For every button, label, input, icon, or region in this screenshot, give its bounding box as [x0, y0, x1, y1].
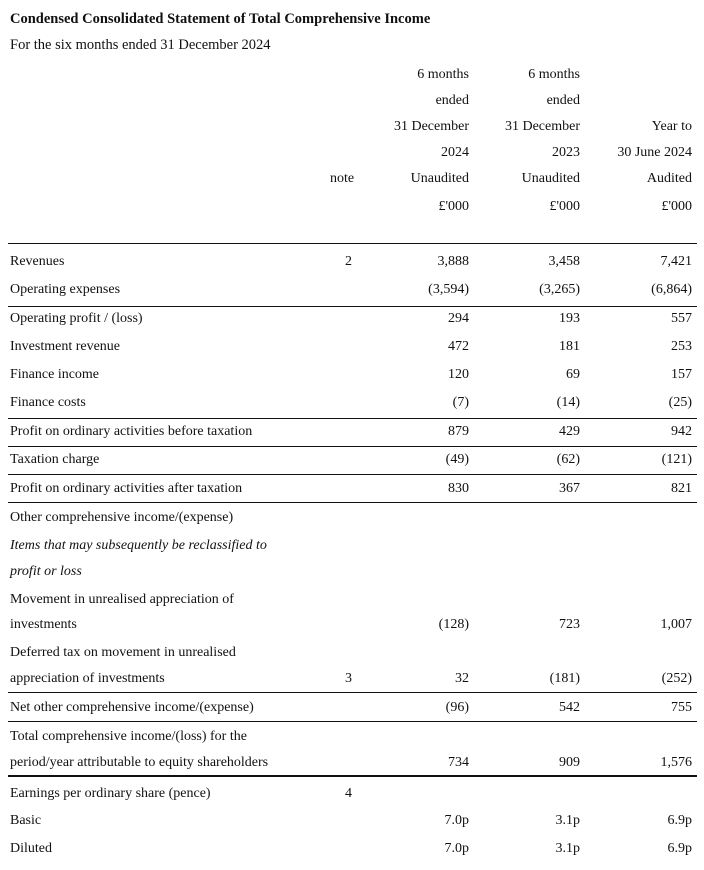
col3-header-line: Audited	[646, 171, 692, 186]
row-label: Movement in unrealised appreciation of	[10, 592, 234, 607]
row-value-year: (25)	[668, 395, 692, 410]
row-label: profit or loss	[10, 564, 82, 579]
row-value-2023: 193	[559, 311, 580, 326]
rule-line	[8, 721, 697, 722]
row-value-2023: 69	[566, 367, 580, 382]
row-label: Operating profit / (loss)	[10, 311, 143, 326]
rule-line	[8, 418, 697, 419]
col2-header-line: £'000	[549, 199, 580, 214]
row-label: period/year attributable to equity shareholders	[10, 755, 269, 770]
row-value-2024: 734	[448, 755, 469, 770]
col1-header-line: ended	[435, 93, 469, 108]
row-value-year: 157	[671, 367, 692, 382]
row-label: Net other comprehensive income/(expense)	[10, 700, 254, 715]
statement-subtitle: For the six months ended 31 December 2024	[10, 37, 271, 53]
col3-header-line: Year to	[651, 119, 692, 134]
row-label: Revenues	[10, 254, 65, 269]
rule-line	[8, 446, 697, 447]
row-note: 3	[345, 671, 352, 686]
row-value-year: (121)	[661, 452, 692, 467]
row-value-2024: 472	[448, 339, 469, 354]
row-label: Taxation charge	[10, 452, 100, 467]
col1-header-line: £'000	[438, 199, 469, 214]
row-note: 4	[345, 786, 352, 801]
col1-header-line: 2024	[441, 145, 469, 160]
col2-header-line: 2023	[552, 145, 580, 160]
row-value-2024: (96)	[445, 700, 469, 715]
row-label: investments	[10, 617, 77, 632]
note-header: note	[330, 171, 355, 186]
row-label: Profit on ordinary activities after taxation	[10, 481, 243, 496]
col2-header-line: ended	[546, 93, 580, 108]
col2-header-line: 6 months	[528, 67, 580, 82]
row-value-2024: 3,888	[437, 254, 469, 269]
row-value-2023: 429	[559, 424, 580, 439]
row-value-2023: 3.1p	[555, 841, 580, 856]
row-value-2024: (49)	[445, 452, 469, 467]
row-value-2024: 32	[455, 671, 469, 686]
row-value-2024: (3,594)	[428, 282, 469, 297]
row-value-year: 6.9p	[667, 841, 692, 856]
row-value-2023: (3,265)	[539, 282, 580, 297]
row-label: Diluted	[10, 841, 52, 856]
row-value-2024: (128)	[438, 617, 469, 632]
col3-header-line: 30 June 2024	[617, 145, 692, 160]
row-label: Profit on ordinary activities before taxation	[10, 424, 253, 439]
rule-line	[8, 243, 697, 244]
row-label: Operating expenses	[10, 282, 121, 297]
col1-header-line: Unaudited	[410, 171, 469, 186]
row-value-2024: 879	[448, 424, 469, 439]
row-value-2023: 909	[559, 755, 580, 770]
row-value-2023: (181)	[549, 671, 580, 686]
row-label: Earnings per ordinary share (pence)	[10, 786, 211, 801]
row-value-year: 253	[671, 339, 692, 354]
col2-header-line: 31 December	[504, 119, 580, 134]
row-value-year: (252)	[661, 671, 692, 686]
row-value-2023: 723	[559, 617, 580, 632]
row-value-2023: 181	[559, 339, 580, 354]
row-note: 2	[345, 254, 352, 269]
col2-header-line: Unaudited	[521, 171, 580, 186]
row-value-2024: 294	[448, 311, 469, 326]
row-label: Investment revenue	[10, 339, 121, 354]
row-value-2024: 7.0p	[444, 813, 469, 828]
row-label: Finance costs	[10, 395, 86, 410]
row-value-2023: (62)	[556, 452, 580, 467]
row-value-2024: 7.0p	[444, 841, 469, 856]
row-value-year: 7,421	[660, 254, 692, 269]
row-label: Basic	[10, 813, 42, 828]
row-label: Other comprehensive income/(expense)	[10, 510, 234, 525]
col1-header-line: 6 months	[417, 67, 469, 82]
row-value-2024: (7)	[452, 395, 469, 410]
double-rule-line	[8, 775, 697, 777]
row-value-2023: 542	[559, 700, 580, 715]
row-value-year: 6.9p	[667, 813, 692, 828]
row-value-2024: 830	[448, 481, 469, 496]
row-value-2023: 3.1p	[555, 813, 580, 828]
row-label: appreciation of investments	[10, 671, 165, 686]
row-value-year: 755	[671, 700, 692, 715]
row-label: Items that may subsequently be reclassified to	[10, 538, 267, 553]
row-value-year: 1,007	[660, 617, 692, 632]
col3-header-line: £'000	[661, 199, 692, 214]
rule-line	[8, 502, 697, 503]
row-value-2023: 367	[559, 481, 580, 496]
row-value-year: 557	[671, 311, 692, 326]
rule-line	[8, 306, 697, 307]
row-value-2023: (14)	[556, 395, 580, 410]
row-value-2023: 3,458	[548, 254, 580, 269]
row-value-year: 821	[671, 481, 692, 496]
row-label: Deferred tax on movement in unrealised	[10, 645, 236, 660]
row-value-2024: 120	[448, 367, 469, 382]
rule-line	[8, 474, 697, 475]
rule-line	[8, 692, 697, 693]
statement-title: Condensed Consolidated Statement of Total Comprehensive Income	[10, 11, 431, 27]
row-value-year: 1,576	[660, 755, 692, 770]
row-value-year: 942	[671, 424, 692, 439]
row-label: Finance income	[10, 367, 100, 382]
row-value-year: (6,864)	[651, 282, 692, 297]
col1-header-line: 31 December	[393, 119, 469, 134]
row-label: Total comprehensive income/(loss) for the	[10, 729, 247, 744]
